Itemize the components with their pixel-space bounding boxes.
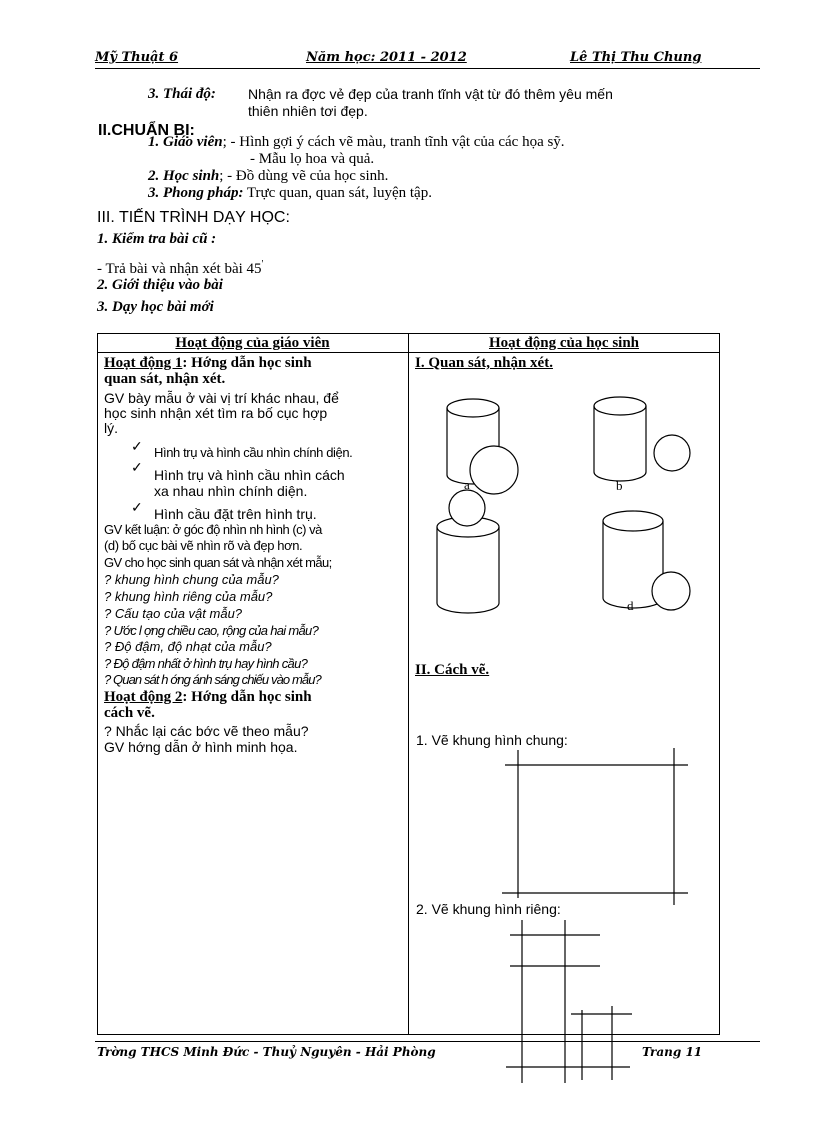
header-teacher: Lê Thị Thu Chung (570, 50, 702, 65)
activity1-title-text: : Hớng dẫn học sinh (182, 355, 312, 371)
header-subject: Mỹ Thuật 6 (95, 50, 179, 65)
teacher-conclusion3: GV cho học sinh quan sát và nhận xét mẫu; (104, 555, 332, 570)
header-year: Năm học: 2011 - 2012 (306, 50, 467, 65)
prep-teacher-line1: ; - Hình gợi ý cách vẽ màu, tranh tĩnh vật của các họa sỹ. (222, 134, 565, 150)
prep-student-text: ; - Đồ dùng vẽ của học sinh. (219, 168, 389, 184)
student-method-heading: II. Cách vẽ. (415, 662, 490, 678)
general-frame-sketch (502, 748, 688, 905)
student-step1: 1. Vẽ khung hình chung: (416, 732, 568, 748)
arrangement-a (447, 399, 518, 494)
footer-school: Trờng THCS Minh Đức - Thuỷ Nguyên - Hải Phòng (97, 1045, 436, 1059)
sphere-d (652, 572, 690, 610)
activity1-title2: quan sát, nhận xét. (104, 371, 226, 387)
teacher-check2a: Hình trụ và hình cầu nhìn cách (154, 467, 345, 483)
prep-heading: II.CHUẨN BỊ: (98, 122, 195, 139)
figure-label-a: a (464, 477, 470, 492)
teacher-check3: Hình cầu đặt trên hình trụ. (154, 506, 317, 522)
process-step2: 2. Giới thiệu vào bài (97, 277, 223, 293)
attitude-line2: thiên nhiên tơi đẹp. (248, 103, 368, 119)
activity2-label: Hoạt động 2 (104, 689, 183, 705)
activity2-title2: cách vẽ. (104, 705, 155, 721)
process-heading: III. TIẾN TRÌNH DẠY HỌC: (97, 209, 290, 226)
col-student-header: Hoạt động của học sinh (488, 335, 640, 351)
teacher-question2: ? khung hình riêng của mẫu? (104, 589, 273, 604)
student-observe-heading: I. Quan sát, nhận xét. (415, 355, 553, 371)
footer-rule (95, 1041, 760, 1042)
cylinder-d-top (603, 511, 663, 531)
teacher-conclusion2: (d) bố cục bài vẽ nhìn rõ và đẹp hơn. (104, 538, 303, 553)
arrangement-c (437, 490, 499, 613)
process-step1-mark: ' (261, 259, 264, 270)
sphere-a (470, 446, 518, 494)
col-teacher-header: Hoạt động của giáo viên (175, 335, 330, 351)
teacher-recall: ? Nhắc lại các bớc vẽ theo mẫu? (104, 723, 309, 739)
footer-page: Trang 11 (642, 1045, 703, 1059)
process-step3: 3. Dạy học bài mới (97, 299, 214, 315)
teacher-question4: ? Ước l ợng chiều cao, rộng của hai mẫu? (104, 623, 319, 638)
teacher-p1: GV bày mẫu ở vài vị trí khác nhau, để (104, 390, 339, 406)
arrangement-b (594, 397, 690, 481)
teacher-p2: học sinh nhận xét tìm ra bố cục hợp (104, 405, 328, 421)
prep-teacher-line2: - Mẫu lọ hoa và quả. (250, 151, 375, 167)
prep-teacher-label: 1. Giáo viên (148, 134, 223, 150)
teacher-question3: ? Cấu tạo của vật mẫu? (104, 606, 243, 621)
teacher-p3: lý. (104, 420, 118, 436)
figure-label-d: d (627, 598, 634, 613)
process-step1: 1. Kiểm tra bài cũ : (97, 231, 217, 247)
cylinder-b-top (594, 397, 646, 415)
prep-method-text: Trực quan, quan sát, luyện tập. (246, 185, 432, 201)
teacher-question6: ? Độ đậm nhất ở hình trụ hay hình cầu? (104, 656, 308, 671)
attitude-line1: Nhận ra đợc vẻ đẹp của tranh tĩnh vật từ đó thêm yêu mến (248, 86, 613, 102)
sphere-c (449, 490, 485, 526)
checkmark-icon: ✓ (131, 461, 143, 476)
teacher-question7: ? Quan sát h ớng ánh sáng chiếu vào mẫu? (104, 672, 321, 687)
teacher-question1: ? khung hình chung của mẫu? (104, 572, 279, 587)
activity1-label: Hoạt động 1 (104, 355, 183, 371)
prep-student-label: 2. Học sinh (148, 168, 220, 184)
teacher-question5: ? Độ đậm, độ nhạt của mẫu? (104, 639, 272, 654)
teacher-check1: Hình trụ và hình cầu nhìn chính diện. (154, 445, 353, 460)
figure-label-b: b (616, 478, 623, 493)
checkmark-icon: ✓ (131, 440, 143, 455)
teacher-check2b: xa nhau nhìn chính diện. (154, 483, 308, 499)
student-step2: 2. Vẽ khung hình riêng: (416, 901, 561, 917)
teacher-conclusion1: GV kết luận: ở góc độ nhìn nh hình (c) và (104, 522, 322, 537)
attitude-label: 3. Thái độ: (148, 86, 216, 102)
process-step1-detail: - Trả bài và nhận xét bài 45 (97, 261, 262, 277)
prep-method-label: 3. Phong pháp: (148, 185, 244, 201)
teacher-guide: GV hớng dẫn ở hình minh họa. (104, 739, 298, 755)
checkmark-icon: ✓ (131, 501, 143, 516)
detail-frame-sketch (506, 920, 632, 1083)
cylinder-a-top (447, 399, 499, 417)
activity2-title-text: : Hớng dẫn học sinh (182, 689, 312, 705)
sphere-b (654, 435, 690, 471)
arrangement-d (603, 511, 690, 610)
